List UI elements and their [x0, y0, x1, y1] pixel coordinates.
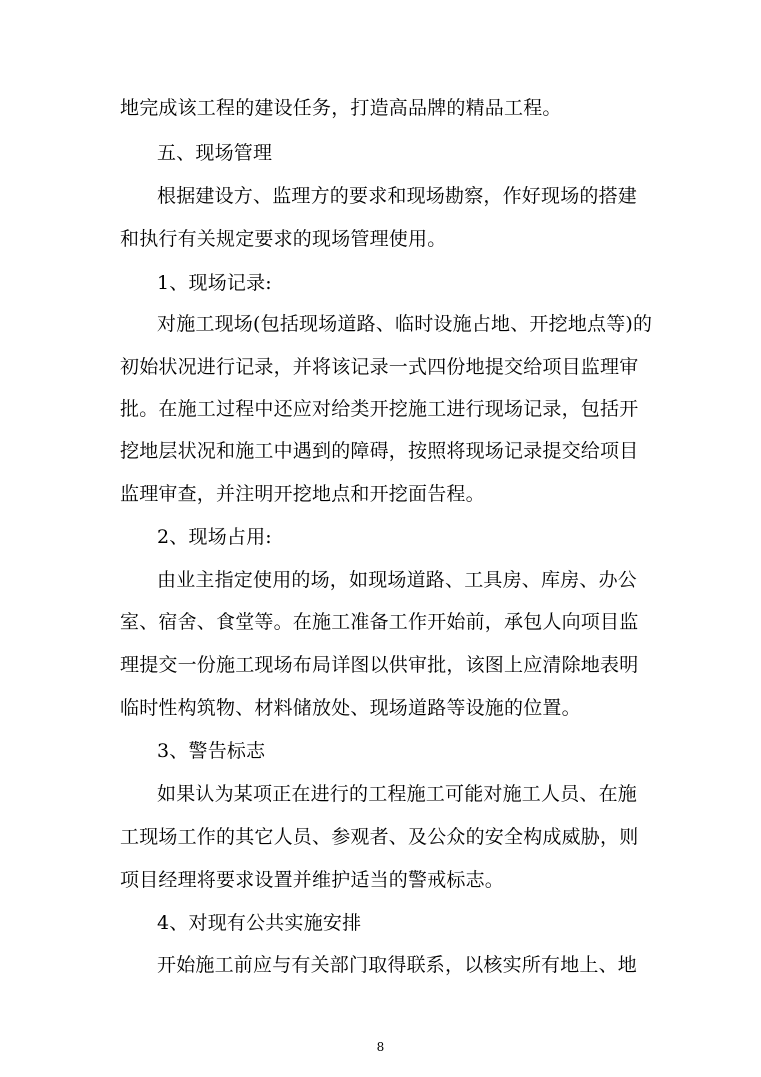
body-text-line: 如果认为某项正在进行的工程施工可能对施工人员、在施: [157, 783, 638, 805]
body-text-line: 批。在施工过程中还应对给类开挖施工进行现场记录，包括开: [120, 398, 639, 420]
body-text-line: 挖地层状况和施工中遇到的障碍，按照将现场记录提交给项目: [120, 440, 639, 462]
body-text-line: 室、宿舍、食堂等。在施工准备工作开始前，承包人向项目监: [120, 611, 639, 633]
subsection-heading: 4、对现有公共实施安排: [157, 912, 362, 934]
body-text-line: 初始状况进行记录，并将该记录一式四份地提交给项目监理审: [120, 356, 639, 378]
subsection-heading: 3、警告标志: [157, 740, 266, 762]
body-text-line: 工现场工作的其它人员、参观者、及公众的安全构成威胁，则: [120, 826, 639, 848]
body-text-line: 开始施工前应与有关部门取得联系，以核实所有地上、地: [157, 954, 638, 976]
body-text-line: 地完成该工程的建设任务，打造高品牌的精品工程。: [120, 97, 562, 119]
body-text-line: 临时性构筑物、材料储放处、现场道路等设施的位置。: [120, 697, 581, 719]
subsection-heading: 2、现场占用:: [157, 526, 272, 548]
body-text-line: 由业主指定使用的场，如现场道路、工具房、库房、办公: [157, 569, 638, 591]
body-text-line: 监理审查，并注明开挖地点和开挖面告程。: [120, 483, 485, 505]
body-text-line: 项目经理将要求设置并维护适当的警戒标志。: [120, 869, 505, 891]
body-text-line: 根据建设方、监理方的要求和现场勘察，作好现场的搭建: [157, 185, 638, 207]
body-text-line: 和执行有关规定要求的现场管理使用。: [120, 228, 447, 250]
section-heading: 五、现场管理: [157, 142, 273, 164]
body-text-line: 对施工现场(包括现场道路、临时设施占地、开挖地点等)的: [157, 313, 653, 335]
body-text-line: 理提交一份施工现场布局详图以供审批，该图上应清除地表明: [120, 654, 639, 676]
subsection-heading: 1、现场记录:: [157, 272, 272, 294]
page-number: 8: [376, 1040, 385, 1054]
